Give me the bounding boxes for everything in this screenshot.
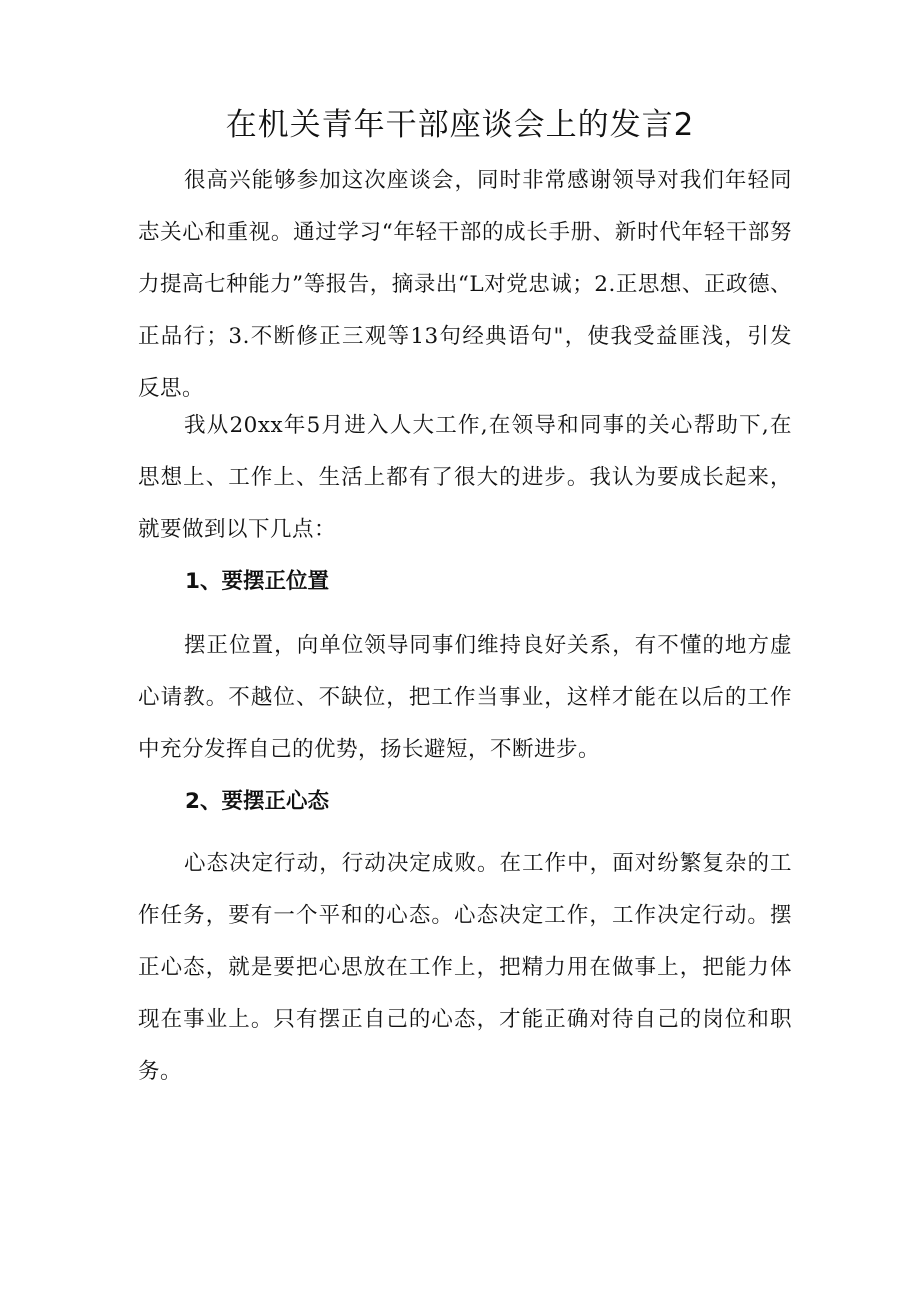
section-heading-position: 1、要摆正位置 [185,569,329,594]
paragraph-mindset: 心态决定行动，行动决定成败。在工作中，面对纷繁复杂的工作任务，要有一个平和的心态。心态决定工作，工作决定行动。摆正心态，就是要把心思放在工作上，把精力用在做事上，把能力体现在事业上。只有摆正自己的心态，才能正确对待自己的岗位和职务。 [138,851,792,1084]
paragraph-experience: 我从20xx年5月进入人大工作,在领导和同事的关心帮助下,在思想上、工作上、生活上都有了很大的进步。我认为要成长起来，就要做到以下几点： [138,413,792,542]
paragraph-position: 摆正位置，向单位领导同事们维持良好关系，有不懂的地方虚心请教。不越位、不缺位，把工作当事业，这样才能在以后的工作中充分发挥自己的优势，扬长避短，不断进步。 [138,633,792,762]
paragraph-intro: 很高兴能够参加这次座谈会，同时非常感谢领导对我们年轻同志关心和重视。通过学习“年轻干部的成长手册、新时代年轻干部努力提高七种能力”等报告，摘录出“L对党忠诚；2.正思想、正政德、正品行；3.不断修正三观等13句经典语句"，使我受益匪浅，引发反思。 [138,168,792,401]
section-heading-mindset: 2、要摆正心态 [185,789,329,814]
document-title: 在机关青年干部座谈会上的发言2 [225,107,695,143]
